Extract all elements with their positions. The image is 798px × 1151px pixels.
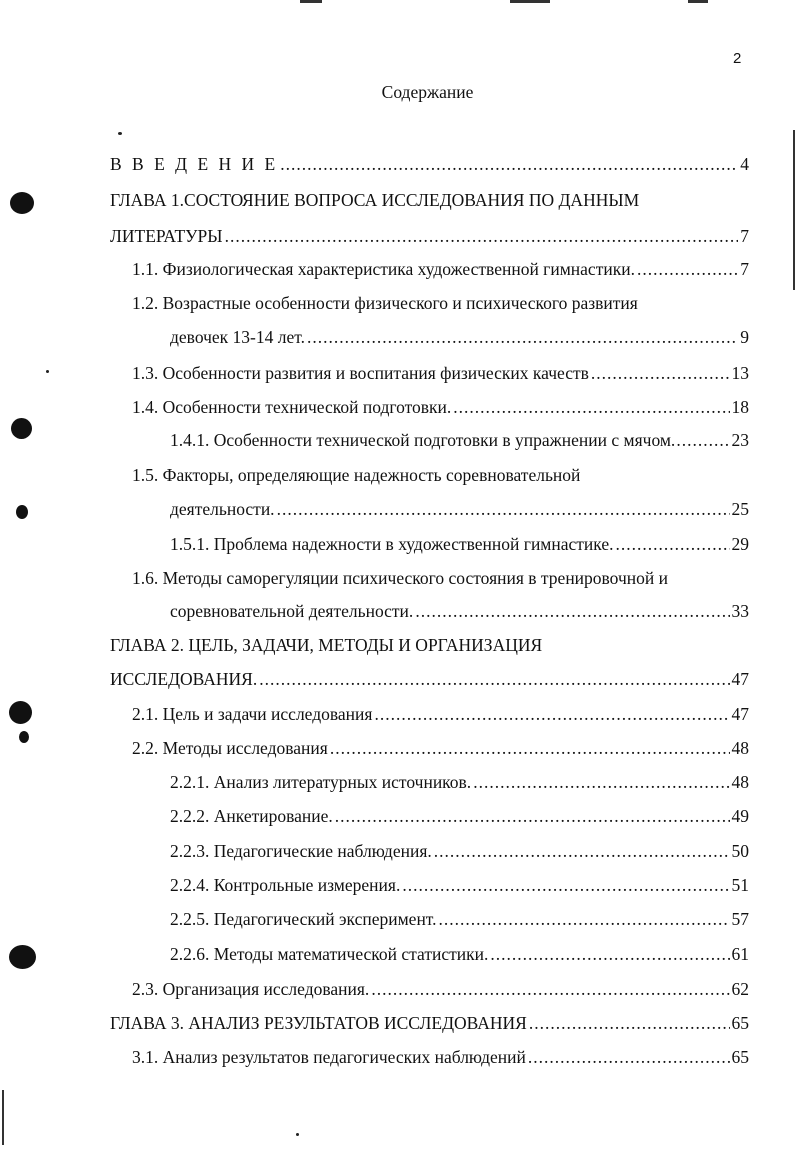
toc-entry-title: соревновательной деятельности.	[170, 601, 414, 621]
scan-blot	[19, 731, 29, 743]
page-number: 2	[733, 50, 742, 67]
toc-leader-dots	[439, 908, 730, 930]
scan-edge-mark	[2, 1090, 4, 1145]
toc-leader-dots	[490, 943, 729, 965]
toc-page-number: 48	[731, 738, 749, 758]
toc-page-number: 61	[731, 944, 749, 964]
toc-leader-dots	[259, 668, 729, 690]
toc-page-number: 4	[740, 154, 749, 174]
toc-leader-dots	[402, 874, 729, 896]
toc-page-number: 51	[731, 875, 749, 895]
toc-entry-title: 2.1. Цель и задачи исследования	[132, 704, 373, 724]
toc-page-number: 57	[731, 909, 749, 929]
toc-entry-title: деятельности.	[170, 499, 275, 519]
toc-leader-dots	[637, 258, 738, 280]
toc-entry-title: ЛИТЕРАТУРЫ	[110, 226, 223, 246]
toc-entry-2-1[interactable]	[132, 703, 749, 725]
toc-entry-title: 2.2.2. Анкетирование.	[170, 806, 333, 826]
scan-speck	[46, 370, 49, 373]
toc-entry-1-2[interactable]	[170, 326, 749, 348]
toc-page-number: 48	[731, 772, 749, 792]
toc-entry-2-2-4[interactable]	[170, 874, 749, 896]
toc-page-number: 33	[731, 601, 749, 621]
toc-page-number: 62	[731, 979, 749, 999]
toc-entry-chapter-2[interactable]	[110, 668, 749, 690]
toc-leader-dots	[434, 840, 730, 862]
toc-entry-title: 2.2.1. Анализ литературных источников.	[170, 772, 472, 792]
toc-entry-title: В В Е Д Е Н И Е	[110, 154, 279, 174]
scan-speck	[118, 132, 122, 135]
toc-page-number: 47	[731, 669, 749, 689]
toc-entry-title: 2.3. Организация исследования.	[132, 979, 370, 999]
toc-page-number: 50	[731, 841, 749, 861]
toc-page-number: 25	[731, 499, 749, 519]
toc-page-number: 9	[740, 327, 749, 347]
toc-section-1-2-line1[interactable]: 1.2. Возрастные особенности физического и психического развития	[132, 293, 638, 313]
toc-leader-dots	[335, 805, 730, 827]
toc-entry-title: ИССЛЕДОВАНИЯ.	[110, 669, 258, 689]
toc-leader-dots	[277, 498, 730, 520]
toc-page-number: 13	[731, 363, 749, 383]
toc-entry-1-4-1[interactable]	[170, 429, 749, 451]
scan-edge-mark	[300, 0, 322, 3]
toc-entry-1-1[interactable]	[132, 258, 749, 280]
toc-entry-title: 2.2.3. Педагогические наблюдения.	[170, 841, 432, 861]
toc-leader-dots	[473, 771, 729, 793]
toc-entry-2-3[interactable]	[132, 978, 749, 1000]
toc-page-number: 7	[740, 259, 749, 279]
toc-page-number: 65	[731, 1013, 749, 1033]
scan-edge-mark	[793, 130, 795, 290]
toc-leader-dots	[676, 429, 730, 451]
toc-chapter-2-line1[interactable]: ГЛАВА 2. ЦЕЛЬ, ЗАДАЧИ, МЕТОДЫ И ОРГАНИЗАЦИЯ	[110, 635, 543, 655]
toc-entry-title: 1.1. Физиологическая характеристика художественной гимнастики.	[132, 259, 635, 279]
toc-entry-chapter-3[interactable]	[110, 1012, 749, 1034]
toc-page-number: 23	[731, 430, 749, 450]
toc-entry-title: 1.4. Особенности технической подготовки.	[132, 397, 452, 417]
toc-entry-3-1[interactable]	[132, 1046, 749, 1068]
toc-entry-1-3[interactable]	[132, 362, 749, 384]
toc-entry-title: 3.1. Анализ результатов педагогических наблюдений	[132, 1047, 526, 1067]
toc-entry-chapter-1[interactable]	[110, 225, 749, 247]
toc-page-number: 7	[740, 226, 749, 246]
toc-leader-dots	[528, 1046, 730, 1068]
toc-entry-1-5-1[interactable]	[170, 533, 749, 555]
toc-entry-intro[interactable]	[110, 153, 749, 175]
toc-entry-title: ГЛАВА 3. АНАЛИЗ РЕЗУЛЬТАТОВ ИССЛЕДОВАНИЯ	[110, 1013, 527, 1033]
toc-entry-2-2-1[interactable]	[170, 771, 749, 793]
toc-page-number: 18	[731, 397, 749, 417]
toc-entry-2-2-3[interactable]	[170, 840, 749, 862]
toc-entry-2-2[interactable]	[132, 737, 749, 759]
scan-blot	[11, 418, 32, 439]
toc-entry-title: 2.2. Методы исследования	[132, 738, 328, 758]
scan-blot	[10, 192, 34, 214]
toc-leader-dots	[616, 533, 730, 555]
toc-entry-title: 2.2.5. Педагогический эксперимент.	[170, 909, 437, 929]
toc-page-number: 47	[731, 704, 749, 724]
toc-leader-dots	[371, 978, 729, 1000]
toc-entry-title: 2.2.4. Контрольные измерения.	[170, 875, 401, 895]
toc-entry-title: 2.2.6. Методы математической статистики.	[170, 944, 489, 964]
toc-leader-dots	[280, 153, 738, 175]
toc-leader-dots	[374, 703, 729, 725]
toc-entry-2-2-2[interactable]	[170, 805, 749, 827]
toc-entry-title: 1.5.1. Проблема надежности в художественной гимнастике.	[170, 534, 614, 554]
scan-speck	[296, 1133, 299, 1136]
toc-leader-dots	[225, 225, 739, 247]
toc-chapter-1-line1[interactable]: ГЛАВА 1.СОСТОЯНИЕ ВОПРОСА ИССЛЕДОВАНИЯ ПО ДАННЫМ	[110, 190, 640, 210]
toc-section-1-5-line1[interactable]: 1.5. Факторы, определяющие надежность соревновательной	[132, 465, 581, 485]
toc-entry-2-2-5[interactable]	[170, 908, 749, 930]
toc-title: Содержание	[381, 82, 474, 102]
scan-edge-mark	[688, 0, 708, 3]
scan-blot	[9, 945, 36, 969]
toc-leader-dots	[307, 326, 738, 348]
toc-page-number: 29	[731, 534, 749, 554]
toc-entry-title: девочек 13-14 лет.	[170, 327, 305, 347]
toc-entry-2-2-6[interactable]	[170, 943, 749, 965]
toc-leader-dots	[330, 737, 730, 759]
toc-entry-1-4[interactable]	[132, 396, 749, 418]
toc-page-number: 65	[731, 1047, 749, 1067]
scan-blot	[9, 701, 32, 724]
toc-entry-title: 1.3. Особенности развития и воспитания физических качеств	[132, 363, 589, 383]
scan-blot	[16, 505, 28, 519]
toc-section-1-6-line1[interactable]: 1.6. Методы саморегуляции психического состояния в тренировочной и	[132, 568, 669, 588]
toc-leader-dots	[591, 362, 730, 384]
toc-leader-dots	[453, 396, 729, 418]
toc-entry-1-5[interactable]	[170, 498, 749, 520]
toc-page-number: 49	[731, 806, 749, 826]
scan-edge-mark	[510, 0, 550, 3]
toc-leader-dots	[529, 1012, 730, 1034]
toc-entry-title: 1.4.1. Особенности технической подготовки в упражнении с мячом.	[170, 430, 676, 450]
toc-leader-dots	[415, 600, 729, 622]
toc-entry-1-6[interactable]	[170, 600, 749, 622]
